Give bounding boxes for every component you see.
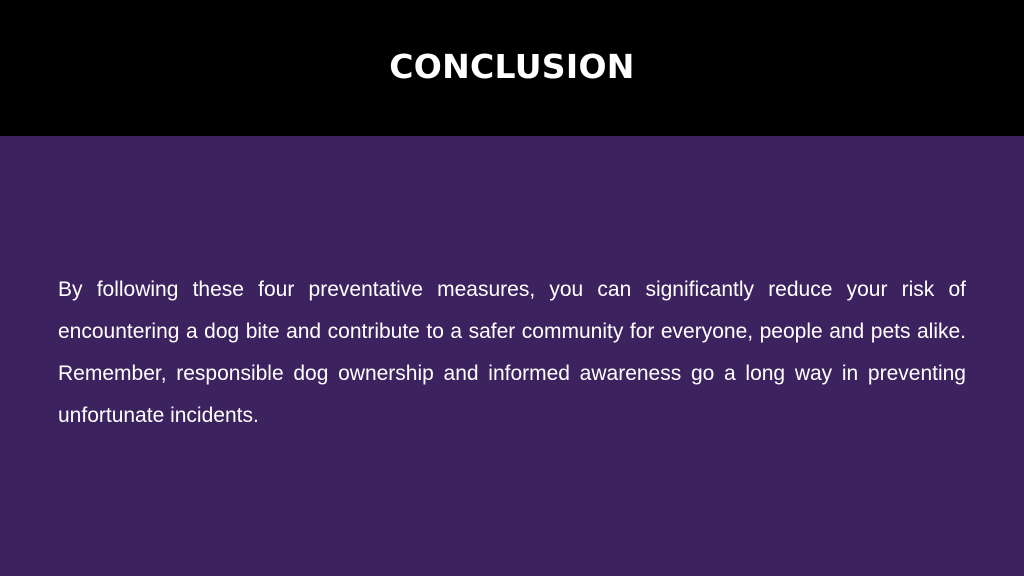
conclusion-paragraph: By following these four preventative measures, you can significantly reduce your risk of encountering a dog bite and contribute to a safer community for everyone, people and pets alike. Remember, responsible dog ownership and informed awareness go a long way in preventing unfortunate incidents. [58, 278, 966, 427]
slide-title: CONCLUSION [389, 47, 635, 86]
title-banner [0, 0, 1024, 136]
